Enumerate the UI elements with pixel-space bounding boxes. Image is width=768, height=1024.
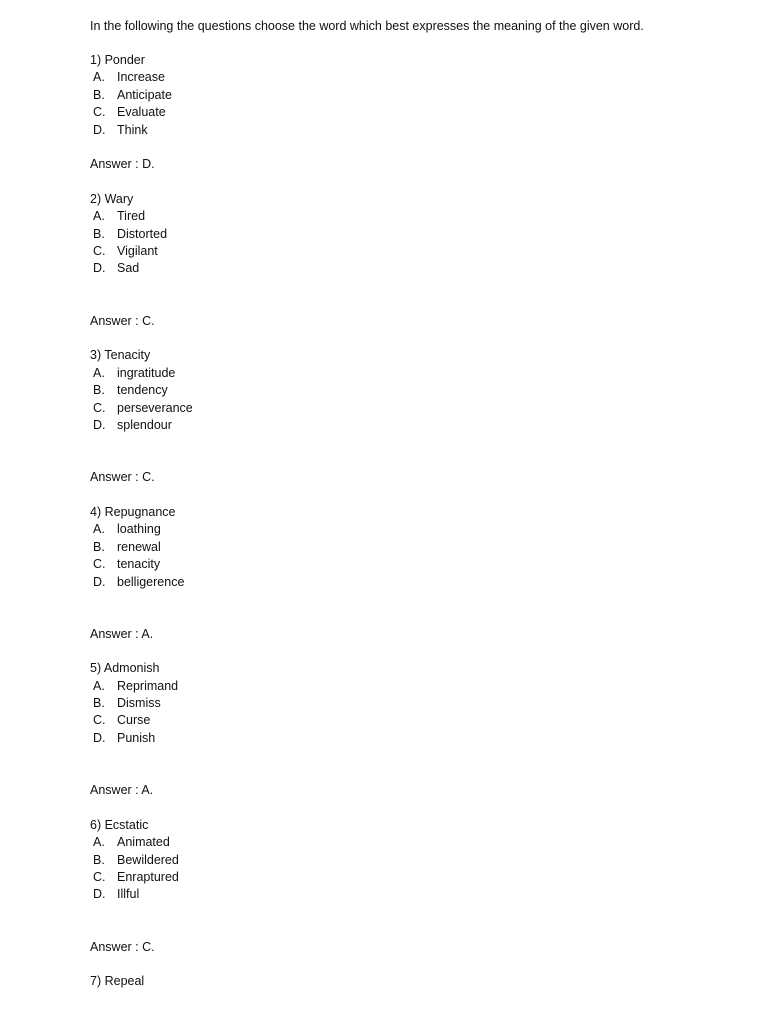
question-7-title: 7) Repeal <box>90 974 145 988</box>
option-text: Evaluate <box>117 105 166 119</box>
option-letter: A. <box>93 209 105 223</box>
instruction-text: In the following the questions choose the word which best expresses the meaning of the given word. <box>90 19 644 33</box>
option-text: Illful <box>117 887 140 901</box>
question-6-title: 6) Ecstatic <box>90 818 149 832</box>
option-letter: D. <box>93 575 106 589</box>
option-text: Animated <box>117 835 170 849</box>
option-letter: C. <box>93 713 106 727</box>
question-2-answer: Answer : C. <box>90 314 155 328</box>
option-letter: D. <box>93 418 106 432</box>
question-3-title: 3) Tenacity <box>90 348 151 362</box>
option-text: loathing <box>117 522 161 536</box>
option-text: renewal <box>117 540 161 554</box>
option-text: tenacity <box>117 557 161 571</box>
option-letter: D. <box>93 887 106 901</box>
question-5-answer: Answer : A. <box>90 783 154 797</box>
option-letter: C. <box>93 557 106 571</box>
option-text: perseverance <box>117 401 193 415</box>
option-text: Distorted <box>117 227 168 241</box>
question-1-answer: Answer : D. <box>90 157 155 171</box>
question-2-title: 2) Wary <box>90 192 134 206</box>
option-letter: D. <box>93 123 106 137</box>
option-letter: A. <box>93 366 105 380</box>
option-text: ingratitude <box>117 366 176 380</box>
option-text: Dismiss <box>117 696 161 710</box>
option-text: Vigilant <box>117 244 158 258</box>
option-text: tendency <box>117 383 168 397</box>
option-text: belligerence <box>117 575 185 589</box>
option-text: Tired <box>117 209 146 223</box>
question-1-title: 1) Ponder <box>90 53 145 67</box>
option-letter: A. <box>93 835 105 849</box>
option-letter: B. <box>93 383 105 397</box>
option-letter: C. <box>93 401 106 415</box>
option-letter: C. <box>93 244 106 258</box>
option-text: splendour <box>117 418 172 432</box>
option-letter: B. <box>93 540 105 554</box>
option-text: Anticipate <box>117 88 172 102</box>
question-4-answer: Answer : A. <box>90 627 154 641</box>
option-text: Curse <box>117 713 151 727</box>
option-text: Think <box>117 123 148 137</box>
option-letter: A. <box>93 522 105 536</box>
option-letter: D. <box>93 731 106 745</box>
option-letter: D. <box>93 261 106 275</box>
option-letter: B. <box>93 88 105 102</box>
option-letter: B. <box>93 853 105 867</box>
option-letter: A. <box>93 679 105 693</box>
question-3-answer: Answer : C. <box>90 470 155 484</box>
option-letter: A. <box>93 70 105 84</box>
option-text: Enraptured <box>117 870 179 884</box>
option-text: Punish <box>117 731 156 745</box>
question-6-answer: Answer : C. <box>90 940 155 954</box>
question-4-title: 4) Repugnance <box>90 505 176 519</box>
option-text: Increase <box>117 70 165 84</box>
question-5-title: 5) Admonish <box>90 661 160 675</box>
option-letter: C. <box>93 105 106 119</box>
option-text: Sad <box>117 261 140 275</box>
option-text: Bewildered <box>117 853 179 867</box>
option-letter: C. <box>93 870 106 884</box>
option-text: Reprimand <box>117 679 179 693</box>
option-letter: B. <box>93 227 105 241</box>
option-letter: B. <box>93 696 105 710</box>
